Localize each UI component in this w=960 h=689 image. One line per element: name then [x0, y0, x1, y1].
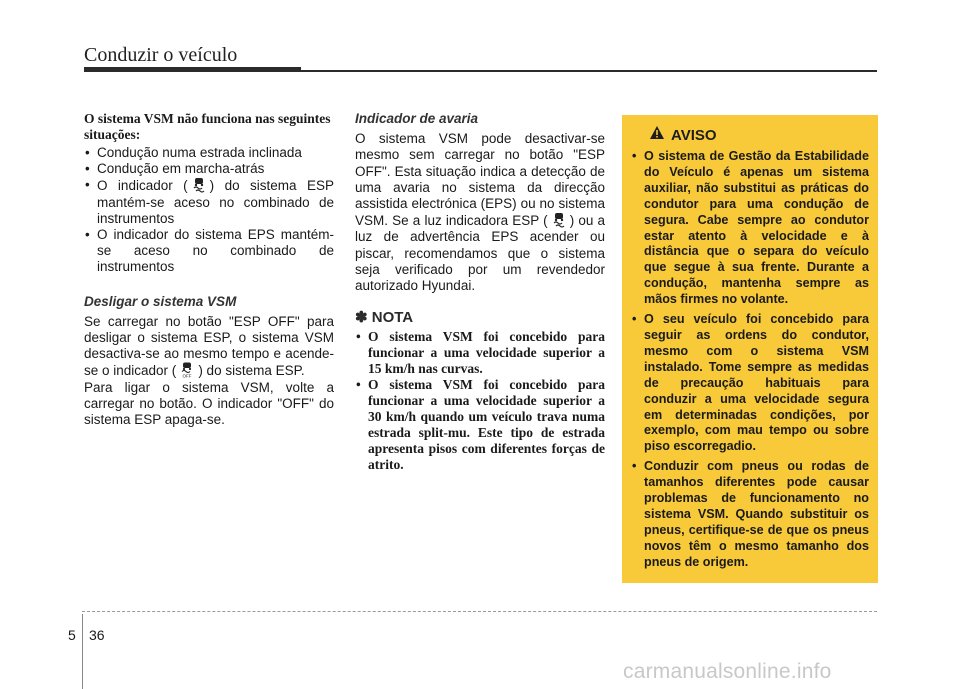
list-item: • O sistema VSM foi concebido para funcionar a uma velocidade superior a 15 km/h nas curvas. [355, 329, 605, 377]
paragraph-text: ) do sistema ESP. [198, 363, 305, 379]
svg-text:OFF: OFF [182, 373, 192, 379]
section-title-disable-vsm: Desligar o sistema VSM [84, 293, 237, 309]
paragraph-text: O sistema VSM pode desactivar-se mesmo sem carregar no botão "ESP OFF". Esta situação indica a detecção de uma avaria no sistema da direcção assistida electrónica (EPS) ou no sistema VSM. Se a luz indicadora ESP ( [355, 131, 605, 229]
left-column [84, 111, 334, 428]
page-header-title: Conduzir o veículo [84, 44, 238, 66]
warning-list [631, 149, 869, 571]
list-item-text: O indicador ( [97, 178, 188, 194]
list-item: • O seu veículo foi concebido para seguir as ordens do condutor, mesmo com o sistema VSM instalado. Tome sempre as medidas de precaução habituais para conduzir a uma velocidade segura em determinadas condições, por exemplo, com mau tempo ou sobre piso escorregadio. [631, 312, 869, 455]
esp-off-skid-car-icon [179, 362, 195, 378]
enable-vsm-paragraph: Para ligar o sistema VSM, volte a carregar no botão. O indicador "OFF" do sistema ESP apaga-se. [84, 379, 334, 428]
note-title: ✽ NOTA [355, 309, 414, 327]
note-list [355, 329, 605, 473]
list-item [84, 177, 334, 227]
disable-vsm-paragraph [84, 314, 334, 380]
list-item: • O sistema de Gestão da Estabilidade do Veículo é apenas um sistema auxiliar, não substitui as práticas do condutor para uma condução de segura. Cabe sempre ao condutor estar atento à velocidade e à distância que o separa do veículo que segue à sua frente. Durante a condução, mantenha sempre as mãos firmes no volante. [631, 149, 869, 308]
section-title-fault-indicator: Indicador de avaria [355, 111, 479, 126]
list-item: • O indicador do sistema EPS mantém-se aceso no combinado de instrumentos [84, 227, 334, 276]
section-number: 5 [68, 627, 76, 643]
vsm-limitations-list [84, 145, 334, 276]
list-item: • Condução em marcha-atrás [84, 161, 334, 177]
list-item-text: ) do sistema ESP mantém-se aceso no combinado de instrumentos [97, 178, 334, 226]
list-item: • Condução numa estrada inclinada [84, 145, 334, 161]
list-item: • O sistema VSM foi concebido para funcionar a uma velocidade superior a 30 km/h quando um veículo trava numa estrada split-mu. Este tipo de estrada apresenta pisos com diferentes forças de atrito. [355, 377, 605, 473]
paragraph-text: ) ou a luz de advertência EPS acender ou piscar, recomendamos que o sistema seja verificado por um revendedor autorizado Hyundai. [355, 213, 605, 294]
footer-dashed-rule [82, 611, 877, 612]
paragraph-text: Se carregar no botão "ESP OFF" para desligar o sistema ESP, o sistema VSM desactiva-se ao mesmo tempo e acende-se o indicador ( [84, 313, 334, 379]
vsm-limitations-intro: O sistema VSM não funciona nas seguintes situações: [84, 111, 331, 142]
warning-box [622, 115, 878, 583]
list-item: • Conduzir com pneus ou rodas de tamanhos diferentes pode causar problemas de funcionamento no sistema VSM. Quando substituir os pneus, certifique-se de que os pneus novos têm o mesmo tamanho dos pneus de origem. [631, 459, 869, 570]
footer-vertical-rule [82, 614, 83, 689]
header-rule-thick [84, 67, 301, 72]
page-number: 36 [89, 627, 105, 643]
header-rule-thin [301, 70, 877, 72]
warning-header [649, 125, 869, 145]
middle-column [355, 111, 605, 473]
warning-triangle-icon [649, 125, 665, 145]
esp-skid-car-icon [551, 212, 567, 228]
fault-indicator-paragraph [355, 131, 605, 294]
warning-title: AVISO [671, 126, 717, 144]
esp-skid-car-icon [191, 177, 207, 193]
watermark: carmanualsonline.info [623, 660, 832, 683]
